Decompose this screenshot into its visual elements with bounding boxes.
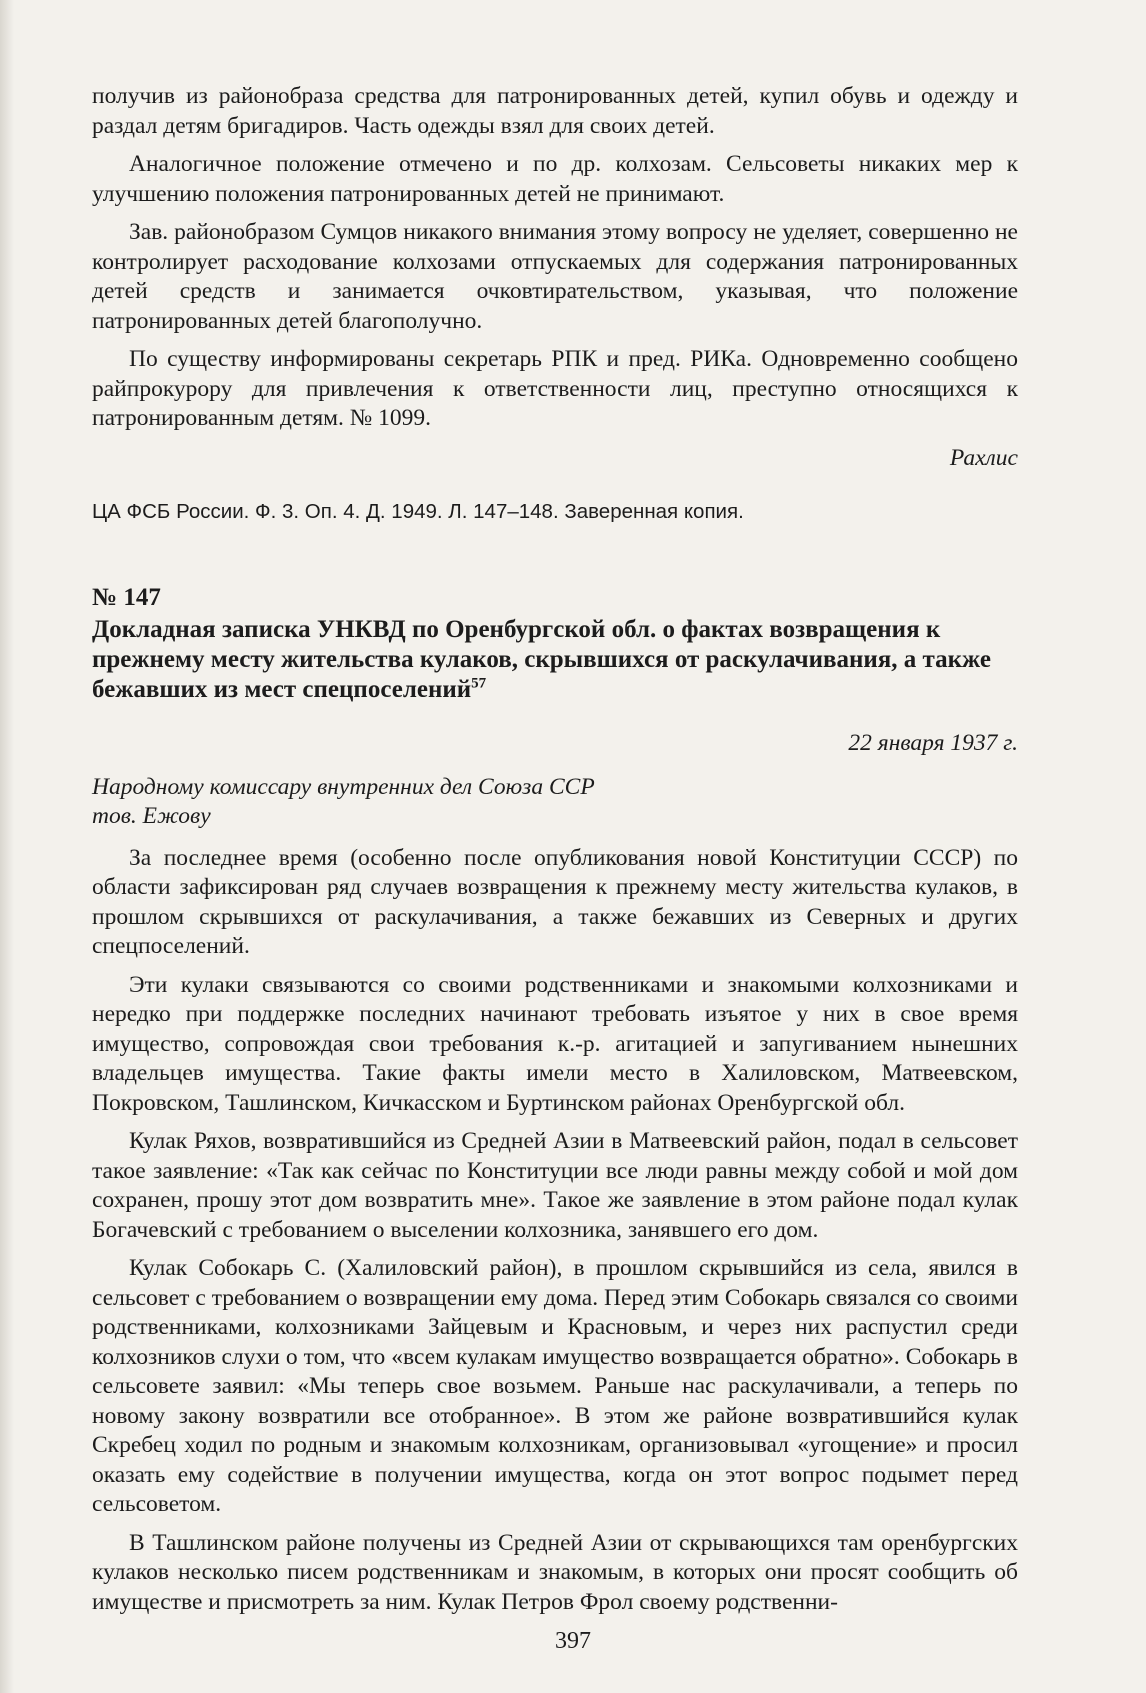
paragraph: Аналогичное положение отмечено и по др. колхозам. Сельсоветы никаких мер к улучшению положения патронированных детей не принимают. xyxy=(92,151,1018,207)
signature: Рахлис xyxy=(949,444,1018,471)
archive-reference: ЦА ФСБ России. Ф. 3. Оп. 4. Д. 1949. Л. 147–148. Заверенная копия. xyxy=(92,500,744,523)
page-number: 397 xyxy=(555,1628,591,1654)
paragraph: В Ташлинском районе получены из Средней Азии от скрывающихся там оренбургских кулаков несколько писем родственникам и знакомым, в которых они просят сообщить об имуществе и присмотреть за ним. Кулак Петров Фрол своему родственни- xyxy=(92,1529,1018,1615)
paragraph: Эти кулаки связываются со своими родственниками и знакомыми колхозниками и нередко при поддержке последних начинают требовать изъятое у них в свое время имущество, сопровождая свои требования к.-р. агитацией и запугиванием нынешних владельцев имущества. Такие факты имели место в Халиловском, Матвеевском, Покровском, Ташлинском, Кичкасском и Буртинском районах Оренбургской обл. xyxy=(92,971,1018,1116)
paragraph: получив из районобраза средства для патронированных детей, купил обувь и одежду и раздал детям бригадиров. Часть одежды взял для своих детей. xyxy=(92,83,1018,139)
paragraph: Кулак Собокарь С. (Халиловский район), в прошлом скрывшийся из села, явился в сельсовет с требованием о возвращении ему дома. Перед этим Собокарь связался со своими родственниками, колхозниками Зайцевым и Красновым, и через них распустил среди колхозников слухи о том, что «всем кулакам имущество возвращается обратно». Собокарь в сельсовете заявил: «Мы теперь свое возьмем. Раньше нас раскулачивали, а теперь по новому закону возвратили все отобранное». В этом же районе возвратившийся кулак Скребец ходил по родным и знакомым колхозникам, организовывал «угощение» и просил оказать ему содействие в получении имущества, когда он этот вопрос подымет перед сельсоветом. xyxy=(92,1255,1018,1517)
document-title-text: Докладная записка УНКВД по Оренбургской обл. о фактах возвращения к прежнему месту жительства кулаков, скрывшихся от раскулачивания, а также бежавших из мест спецпоселений xyxy=(92,616,991,703)
paragraph: Кулак Ряхов, возвратившийся из Средней Азии в Матвеевский район, подал в сельсовет такое заявление: «Так как сейчас по Конституции все люди равны между собой и мой дом сохранен, прошу этот дом возвратить мне». Такое же заявление в этом районе подал кулак Богачевский с требованием о выселении колхозника, занявшего его дом. xyxy=(92,1128,1018,1243)
paragraph: За последнее время (особенно после опубликования новой Конституции СССР) по области зафиксирован ряд случаев возвращения к прежнему месту жительства кулаков, в прошлом скрывшихся от раскулачивания, а также бежавших из Северных и других спецпоселений. xyxy=(92,844,1018,959)
paragraph: По существу информированы секретарь РПК и пред. РИКа. Одновременно сообщено райпрокурору для привлечения к ответственности лиц, преступно относящихся к патронированным детям. № 1099. xyxy=(92,346,1018,431)
paragraph: Зав. районобразом Сумцов никакого внимания этому вопросу не уделяет, совершенно не контролирует расходование колхозами отпускаемых для содержания патронированных детей средств и занимается очковтирательством, указывая, что положение патронированных детей благополучно. xyxy=(92,219,1018,334)
addressee xyxy=(92,773,1018,832)
document-title xyxy=(92,615,1018,705)
addressee-line: Народному комиссару внутренних дел Союза ССР xyxy=(92,773,595,800)
document-number: № 147 xyxy=(92,584,161,611)
document-date: 22 января 1937 г. xyxy=(848,730,1018,756)
footnote-marker: 57 xyxy=(471,675,487,692)
addressee-line: тов. Ежову xyxy=(92,803,211,829)
